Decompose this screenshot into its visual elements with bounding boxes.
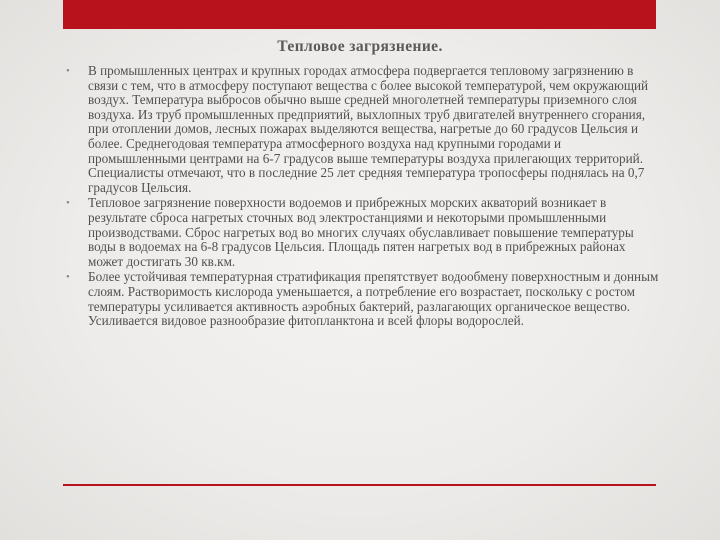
bullet-text: Более устойчивая температурная стратификация препятствует водообмену поверхностным и донным слоям. Растворимость кислорода уменьшается, а потребление его возрастает, поскольку с ростом температуры усиливается активность аэробных бактерий, разлагающих органическое вещество. Усиливается видовое разнообразие фитопланктона и всей флоры водорослей. <box>88 269 659 329</box>
bullet-item-stratification <box>63 270 659 328</box>
bullet-item-atmosphere <box>63 64 659 195</box>
bullet-text: В промышленных центрах и крупных городах атмосфера подвергается тепловому загрязнению в связи с тем, что в атмосферу поступают вещества с более высокой температурой, чем окружающий воздух. Температура выбросов обычно выше средней многолетней температуры приземного слоя воздуха. Из труб промышленных предприятий, выхлопных труб двигателей внутреннего сгорания, при отоплении домов, лесных пожарах выделяются вещества, нагретые до 60 градусов Цельсия и более. Среднегодовая температура атмосферного воздуха над крупными городами и промышленными центрами на 6-7 градусов выше температуры воздуха прилегающих территорий. Специалисты отмечают, что в последние 25 лет средняя температура тропосферы поднялась на 0,7 градусов Цельсия. <box>88 63 649 195</box>
slide-title: Тепловое загрязнение. <box>277 38 443 55</box>
bullet-item-water-bodies <box>63 196 659 269</box>
bullet-icon: • <box>66 65 70 77</box>
bullet-list <box>63 64 659 330</box>
bullet-text: Тепловое загрязнение поверхности водоемов и прибрежных морских акваторий возникает в результате сброса нагретых сточных вод электростанциями и некоторыми промышленными производствами. Сброс нагретых вод во многих случаях обуславливает повышение температуры воды в водоемах на 6-8 градусов Цельсия. Площадь пятен нагретых вод в прибрежных районах может достигать 30 кв.км. <box>88 195 634 269</box>
bullet-icon: • <box>66 271 70 284</box>
footer-divider <box>63 484 656 486</box>
header-accent-bar <box>63 0 656 29</box>
bullet-icon: • <box>66 197 70 210</box>
